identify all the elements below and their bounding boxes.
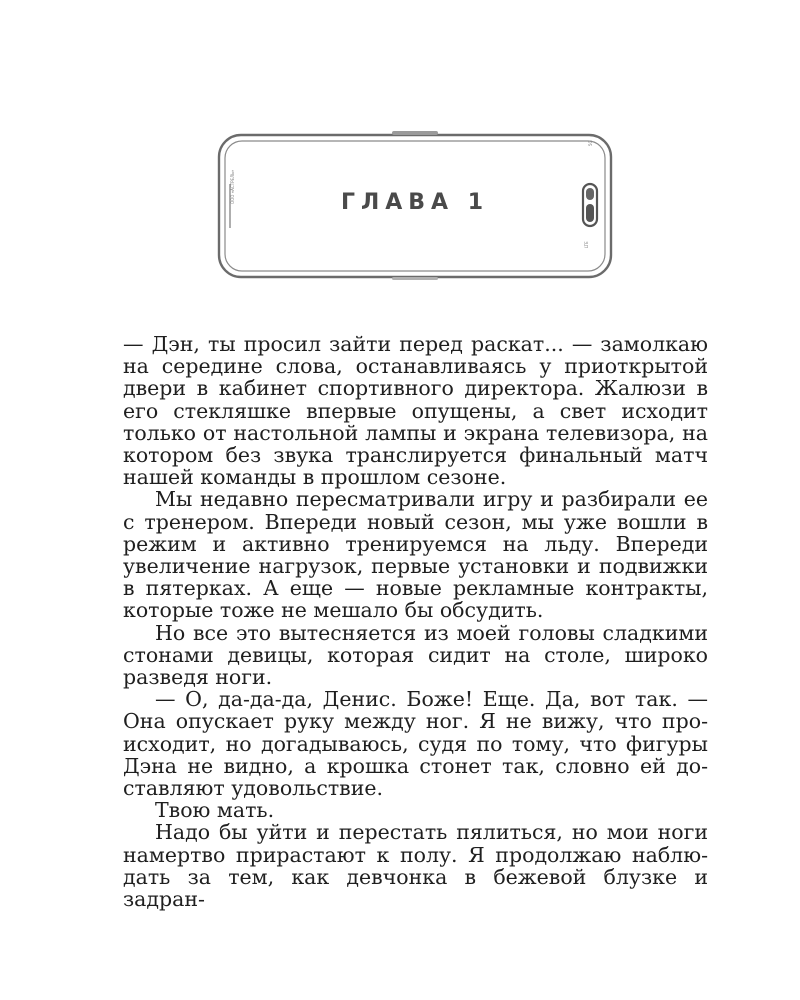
phone-right-caption-bottom: LTE	[584, 241, 589, 248]
paragraph: — Дэн, ты просил зайти перед раскат... — замолкаю на середине слова, останавливаясь у приоткрытой двери в кабинет спортивного директора. Жалюзи в его стекляшке впервые опущены, а свет исходит только от настольной лампы и экрана телевизора, на котором без звука транслируется финальный матч нашей команды в прошлом сезоне.	[123, 332, 708, 490]
paragraph: Мы недавно пересматривали игру и разбирали ее с тренером. Впереди новый сезон, мы уже вошли в режим и активно тренируемся на льду. Впереди увеличение нагрузок, первые установки и подвижки в пятерках. А еще — новые рекламные контракты, которые тоже не мешало бы обсудить.	[123, 487, 708, 623]
phone-left-caption: ООО «АСТРЕЛЬ»	[230, 169, 235, 204]
paragraph: Твою мать.	[155, 798, 275, 823]
phone-right-caption-top: 5G	[588, 140, 593, 146]
paragraph: Надо бы уйти и перестать пялиться, но мои ноги намертво прирастают к полу. Я продолжаю наблюдать за тем, как девчонка в бежевой блузке и задран-	[123, 820, 708, 912]
paragraph: — О, да-да-да, Денис. Боже! Еще. Да, вот так. — Она опускает руку между ног. Я не вижу, что происходит, но догадываюсь, судя по тому, что фигуры Дэна не видно, а крошка стонет так, словно ей доставляют удовольствие.	[123, 687, 708, 801]
phone-chapter-frame	[216, 126, 614, 282]
paragraph: Но все это вытесняется из моей головы сладкими стонами девицы, которая сидит на столе, широко разведя ноги.	[123, 620, 708, 690]
body-text	[123, 333, 708, 910]
chapter-title: ГЛАВА 1	[340, 190, 490, 215]
